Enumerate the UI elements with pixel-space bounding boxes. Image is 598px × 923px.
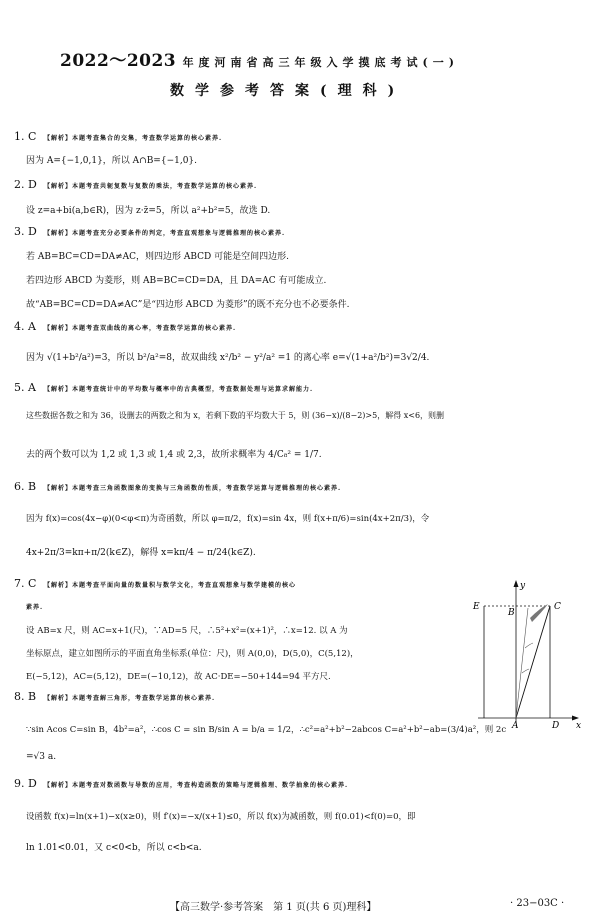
answer-7-line-1: 设 AB=x 尺，则 AC=x+1(尺)，∵AD=5 尺，∴5²+x²=(x+1)²，∴x=12. 以 A 为 — [26, 626, 348, 636]
answer-2-number: 2. D — [14, 178, 37, 191]
page-title — [60, 46, 459, 71]
answer-6-line-2: 4x+2π/3=kπ+π/2(k∈Z)，解得 x=kπ/4 − π/24(k∈Z). — [26, 548, 256, 558]
label-d: D — [552, 721, 560, 728]
answer-3-line-3: 故“AB=BC=CD=DA≠AC”是“四边形 ABCD 为菱形”的既不充分也不必要条件. — [26, 300, 350, 310]
reed-stem — [516, 608, 528, 718]
label-e: E — [473, 602, 480, 612]
answer-8-line-1: ∵sin Acos C=sin B，4b²=a²，∴cos C = sin B/sin A = b/a = 1/2，∴c²=a²+b²−2abcos C=a²+b²−ab=(3/4)a²，则 2c — [26, 725, 507, 735]
label-x: x — [576, 721, 582, 728]
label-c: C — [554, 602, 561, 612]
answer-1-number: 1. C — [14, 130, 37, 143]
answer-8-line-2: =√3 a. — [26, 752, 57, 762]
answer-7-line-2: 坐标原点，建立如图所示的平面直角坐标系(单位：尺)，则 A(0,0)，D(5,0)，C(5,12)， — [26, 649, 359, 659]
page-footer: 【高三数学·参考答案 第 1 页(共 6 页)理科】 — [170, 902, 377, 913]
reed-leaves-top — [530, 604, 548, 622]
answer-9-tag: 【解析】本题考查对数函数与导数的应用，考查构造函数的策略与逻辑推理、数学抽象的核心素养. — [44, 782, 349, 789]
label-y: y — [520, 581, 526, 591]
answer-5-number: 5. A — [14, 381, 36, 394]
answer-7-number: 7. C — [14, 577, 37, 590]
answer-5-line-1: 这些数据各数之和为 36，设删去的两数之和为 x，若剩下数的平均数大于 5，则 (36−x)/(8−2)>5，解得 x<6，则删 — [26, 411, 445, 420]
answer-6-tag: 【解析】本题考查三角函数图象的变换与三角函数的性质，考查数学运算与逻辑推理的核心素养. — [44, 485, 342, 492]
answer-9-number: 9. D — [14, 777, 37, 790]
answer-1-line-1: 因为 A={−1,0,1}，所以 A∩B={−1,0}. — [26, 156, 198, 166]
reed-leaf-mid — [525, 643, 533, 648]
answer-6-number: 6. B — [14, 480, 37, 493]
answer-8-number: 8. B — [14, 690, 37, 703]
answer-3-number: 3. D — [14, 225, 37, 238]
answer-3-line-2: 若四边形 ABCD 为菱形，则 AB=BC=CD=DA，且 DA=AC 有可能成立. — [26, 276, 327, 286]
label-a: A — [512, 721, 519, 728]
x-axis-arrow — [572, 716, 579, 721]
y-axis-arrow — [514, 580, 519, 587]
answer-3-line-1: 若 AB=BC=CD=DA≠AC，则四边形 ABCD 可能是空间四边形. — [26, 252, 289, 262]
label-b: B — [508, 608, 515, 618]
answer-8-tag: 【解析】本题考查解三角形，考查数学运算的核心素养. — [44, 695, 216, 702]
line-ac — [516, 606, 550, 718]
page-code: · 23−03C · — [510, 898, 565, 909]
answer-4-tag: 【解析】本题考查双曲线的离心率，考查数学运算的核心素养. — [44, 325, 237, 332]
answer-2-line-1: 设 z=a+bi(a,b∈R)，因为 z·z̄=5，所以 a²+b²=5，故选 D. — [26, 206, 271, 216]
answer-6-line-1: 因为 f(x)=cos(4x−φ)(0<φ<π)为奇函数，所以 φ=π/2，f(x)=sin 4x，则 f(x+π/6)=sin(4x+2π/3)，令 — [26, 514, 430, 524]
answer-7-tag: 【解析】本题考查平面向量的数量积与数学文化，考查直观想象与数学建模的核心 — [44, 582, 297, 589]
answer-5-tag: 【解析】本题考查统计中的平均数与概率中的古典概型，考查数据处理与运算求解能力. — [44, 386, 314, 393]
answer-7-line-3: E(−5,12)，AC=(5,12)，DE=(−10,12)，故 AC·DE=−50+144=94 平方尺. — [26, 672, 331, 682]
answer-4-line-1: 因为 √(1+b²/a²)=3，所以 b²/a²=8，故双曲线 x²/b² − y²/a² =1 的离心率 e=√(1+a²/b²)=3√2/4. — [26, 353, 430, 363]
answer-9-line-1: 设函数 f(x)=ln(x+1)−x(x≥0)，则 f′(x)=−x/(x+1)≤0，所以 f(x)为减函数，则 f(0.01)<f(0)=0，即 — [26, 812, 416, 822]
answer-5-line-2: 去的两个数可以为 1,2 或 1,3 或 1,4 或 2,3，故所求概率为 4/C₈² = 1/7. — [26, 450, 322, 460]
title-year: 2022～2023 — [60, 51, 177, 71]
answer-3-tag: 【解析】本题考查充分必要条件的判定，考查直观想象与逻辑推理的核心素养. — [44, 230, 286, 237]
reed-leaf-low — [522, 669, 529, 673]
answer-1-tag: 【解析】本题考查集合的交集，考查数学运算的核心素养. — [44, 135, 223, 142]
coordinate-figure — [470, 578, 585, 728]
page-subtitle: 数学参考答案(理科) — [170, 83, 406, 99]
answer-4-number: 4. A — [14, 320, 36, 333]
title-rest: 年度河南省高三年级入学摸底考试(一) — [182, 56, 459, 69]
answer-7-tag-continued: 素养. — [26, 604, 44, 611]
answer-2-tag: 【解析】本题考查共轭复数与复数的乘法，考查数学运算的核心素养. — [44, 183, 258, 190]
answer-9-line-2: ln 1.01<0.01，又 c<0<b，所以 c<b<a. — [26, 843, 202, 853]
